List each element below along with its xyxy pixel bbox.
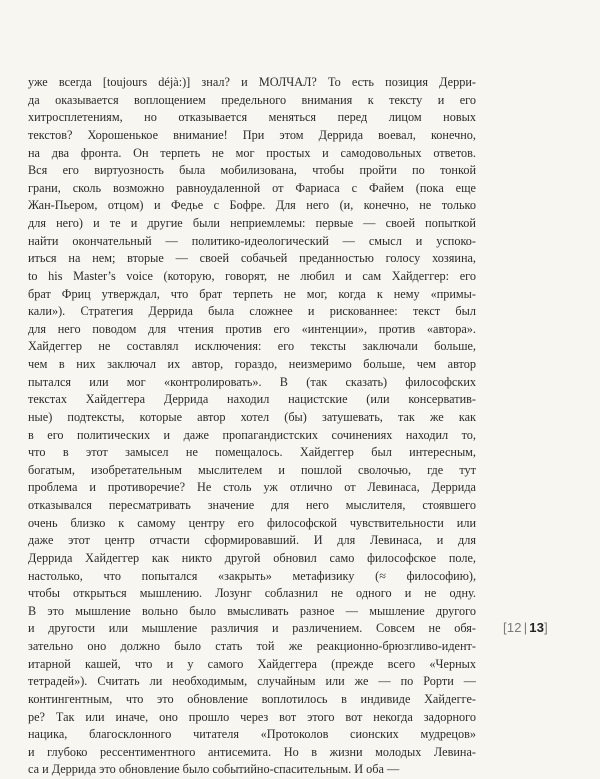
text-line: са и Деррида это обновление было событийно-спасительным. И оба — — [28, 762, 400, 777]
bracket-open: [ — [503, 620, 507, 635]
text-line: В это мышление вольно было вмысливать разное — мышление другого — [28, 603, 476, 618]
text-line: брат Фриц утверждал, что брат терпеть не мог, когда к нему «примы- — [28, 286, 476, 301]
text-line: тетрадей»). Считать ли необходимым, случайным или же — по Рорти — — [28, 674, 476, 689]
text-line: текстах Хайдеггера Деррида находил нацистские (или консерватив- — [28, 392, 476, 407]
text-line: текстов? Хорошенькое внимание! При этом Деррида воевал, конечно, — [28, 127, 476, 142]
page-numbers — [503, 620, 548, 635]
text-line: грани, сколь возможно равноудаленной от Фариаса с Файем (пока еще — [28, 180, 476, 195]
text-line: пытался или мог «контролировать». В (так сказать) философских — [28, 374, 476, 389]
text-line: и глубоко рессентиментного антисемита. Но в жизни молодых Левина- — [28, 744, 476, 759]
text-line: уже всегда [toujours déjà:)] знал? и МОЛЧАЛ? То есть позиция Дерри- — [28, 75, 476, 89]
text-line: иться на нем; вторые — своей собачьей преданностью голосу хозяина, — [28, 251, 476, 266]
text-line: Деррида Хайдеггер как никто другой обновил само философское поле, — [28, 550, 476, 565]
text-line: найти окончательный — политико-идеологический — смысл и успоко- — [28, 233, 476, 248]
text-line: проблема и противоречие? Не столь уж отлично от Левинаса, Деррида — [28, 480, 476, 495]
text-line: для него) и те и другие были неприемлемы: первые — своей попыткой — [28, 216, 476, 230]
text-line: даже этот центр отчасти сформировавший. И для Левинаса, и для — [28, 533, 476, 548]
text-line: и другости или мышление различия и различением. Совсем не обя- — [28, 621, 476, 636]
text-line: для него поводом для чтения против его «интенции», против «автора». — [28, 321, 476, 336]
text-line: контингентным, что это обновление воплотилось в индивиде Хайдегге- — [28, 691, 476, 706]
text-line: да оказывается воплощением предельного внимания к тексту и его — [28, 92, 476, 107]
text-line: нацика, благосклонного читателя «Протоколов сионских мудрецов» — [28, 727, 476, 742]
text-line: хитросплетениям, но отказывается меняться перед лицом новых — [28, 110, 476, 125]
left-page-number: 12 — [506, 620, 522, 635]
body-text — [28, 74, 476, 779]
text-line: настолько, что попытался «закрыть» метафизику (≈ философию), — [28, 568, 476, 583]
bracket-close: ] — [544, 620, 548, 635]
text-line: чем в них заключал их автор, гораздо, неизмеримо больше, чем автор — [28, 357, 476, 371]
text-line: итарной кашей, что и у самого Хайдеггера (прежде всего «Черных — [28, 656, 476, 671]
text-line: в его политических и даже пропагандистских сочинениях находил то, — [28, 427, 476, 442]
text-line: чтобы открыться мышлению. Лозунг соблазнил не одного и не одну. — [28, 586, 476, 601]
text-line: Вся его виртуозность была мобилизована, чтобы пройти по тонкой — [28, 163, 476, 178]
text-line: отказывался пересматривать значение для него мыслителя, стоявшего — [28, 498, 476, 512]
text-line: богатым, изобретательным мыслителем и пошлой сволочью, где тут — [28, 462, 476, 477]
text-line: to his Master’s voice (которую, говорят, не любил и сам Хайдеггер: его — [28, 268, 476, 283]
text-line: зательно оно должно было стать той же реакционно-брюзгливо-идент- — [28, 639, 476, 653]
text-line: ные) подтексты, которые автор хотел (бы) затушевать, так же как — [28, 409, 476, 424]
text-line: что в этот замысел не помещалось. Хайдеггер был интересным, — [28, 445, 476, 460]
separator: | — [523, 620, 528, 635]
text-line: очень близко к самому центру его философской чувствительности или — [28, 515, 476, 530]
text-line: Жан-Пьером, отцом) и Федье с Бофре. Для него (и, конечно, не только — [28, 198, 476, 213]
right-page-number: 13 — [529, 620, 545, 635]
text-line: Хайдеггер не составлял исключения: его тексты заключали больше, — [28, 339, 476, 354]
text-line: на два фронта. Он терпеть не мог простых и самодовольных ответов. — [28, 145, 476, 160]
text-line: кали»). Стратегия Деррида была сложнее и рискованнее: текст был — [28, 304, 476, 319]
text-line: ре? Так или иначе, оно прошло через вот этого вот некогда задорного — [28, 709, 476, 724]
